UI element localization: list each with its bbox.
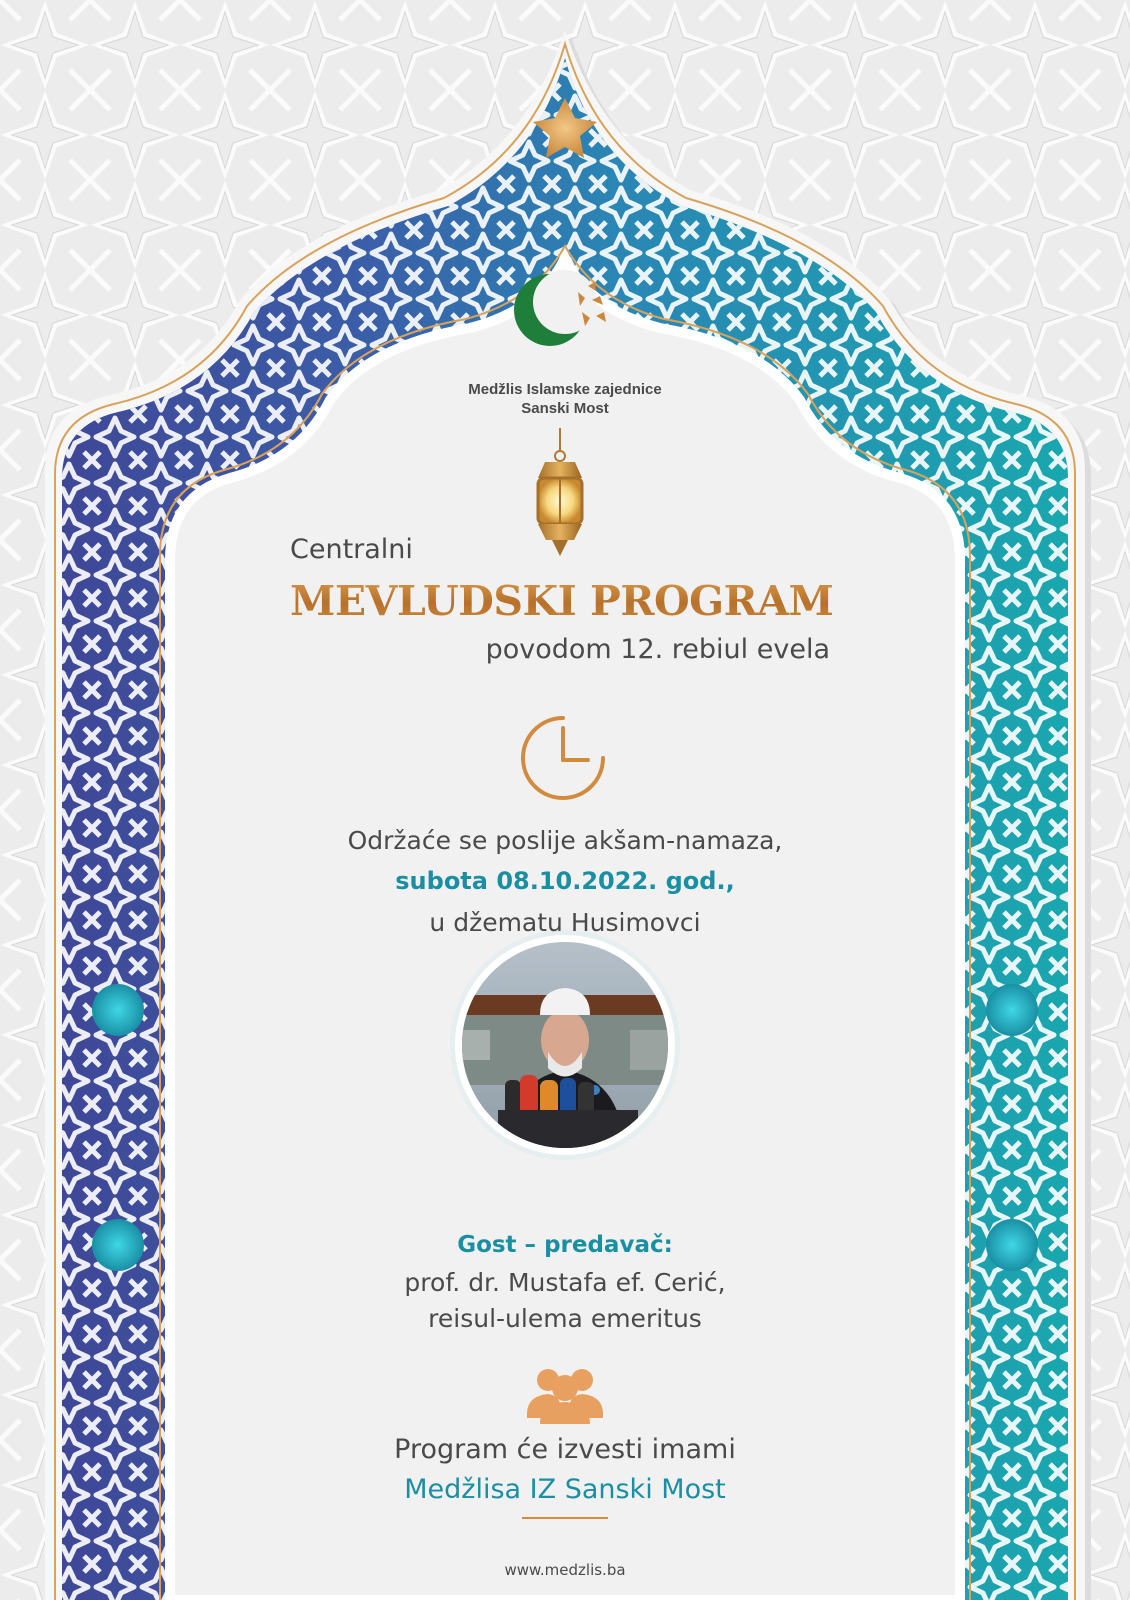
group-icon xyxy=(527,1369,603,1424)
title-occasion: povodom 12. rebiul evela xyxy=(485,634,830,665)
schedule-date-text: subota 08.10.2022. god., xyxy=(395,867,735,895)
schedule-time-text: Održaće se poslije akšam-namaza, xyxy=(347,826,783,855)
schedule-place-text: u džematu Husimovci xyxy=(429,908,701,937)
guest-photo xyxy=(450,930,680,1160)
guest-role: reisul-ulema emeritus xyxy=(428,1304,702,1333)
guest-name: prof. dr. Mustafa ef. Cerić, xyxy=(404,1268,726,1297)
footer-website-link[interactable]: www.medzlis.ba xyxy=(504,1561,626,1579)
guest-heading: Gost – predavač: xyxy=(457,1232,673,1258)
organization-name-line1: Medžlis Islamske zajednice xyxy=(468,381,662,398)
title-prefix: Centralni xyxy=(290,534,413,565)
program-line2: Medžlisa IZ Sanski Most xyxy=(404,1474,726,1505)
organization-name xyxy=(0,380,1130,418)
program-line1: Program će izvesti imami xyxy=(394,1434,736,1465)
organization-name-line2: Sanski Most xyxy=(521,400,609,417)
page-title: MEVLUDSKI PROGRAM xyxy=(290,577,834,625)
